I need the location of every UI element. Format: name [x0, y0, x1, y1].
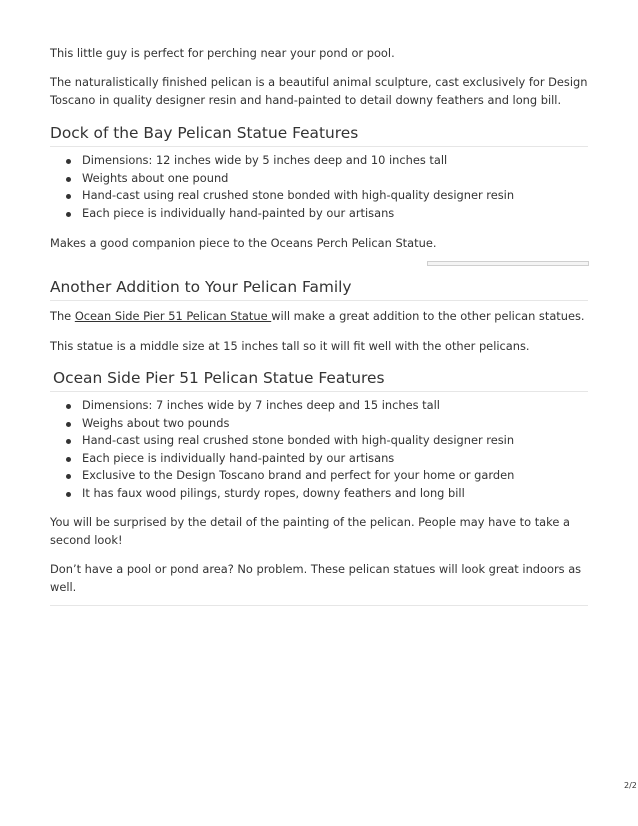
- bullet-icon: [66, 194, 71, 199]
- bullet-icon: [66, 422, 71, 427]
- bullet-icon: [66, 457, 71, 462]
- bullet-icon: [66, 492, 71, 497]
- feature-list-ocean-side: [50, 397, 514, 503]
- list-item: Hand-cast using real crushed stone bonded with high-quality designer resin: [50, 187, 514, 205]
- section-heading-dock-of-the-bay: Dock of the Bay Pelican Statue Features: [50, 124, 359, 142]
- painting-detail-paragraph: You will be surprised by the detail of the painting of the pelican. People may have to take a second look!: [50, 515, 570, 547]
- list-item: Dimensions: 12 inches wide by 5 inches deep and 10 inches tall: [50, 152, 514, 170]
- heading-divider: [50, 146, 588, 147]
- companion-note: Makes a good companion piece to the Oceans Perch Pelican Statue.: [50, 236, 437, 250]
- bullet-icon: [66, 159, 71, 164]
- list-item: Each piece is individually hand-painted by our artisans: [50, 450, 514, 468]
- list-item: It has faux wood pilings, sturdy ropes, downy feathers and long bill: [50, 485, 514, 503]
- heading-divider: [50, 391, 588, 392]
- pelican-family-paragraph-1: The Ocean Side Pier 51 Pelican Statue will make a great addition to the other pelican statues.: [50, 309, 585, 323]
- list-item: Exclusive to the Design Toscano brand and perfect for your home or garden: [50, 467, 514, 485]
- indoors-paragraph: Don’t have a pool or pond area? No problem. These pelican statues will look great indoors as well.: [50, 562, 582, 594]
- bullet-icon: [66, 404, 71, 409]
- intro-paragraph-2: The naturalistically finished pelican is a beautiful animal sculpture, cast exclusively for Design Toscano in quality designer resin and hand-painted to detail downy feathers and long bill.: [50, 75, 588, 107]
- list-item: Each piece is individually hand-painted by our artisans: [50, 205, 514, 223]
- bullet-icon: [66, 439, 71, 444]
- intro-paragraph-1: This little guy is perfect for perching near your pond or pool.: [50, 46, 395, 60]
- section-separator: [427, 261, 589, 266]
- section-heading-ocean-side-features: Ocean Side Pier 51 Pelican Statue Features: [53, 369, 385, 387]
- bullet-icon: [66, 177, 71, 182]
- ocean-side-pier-51-link[interactable]: Ocean Side Pier 51 Pelican Statue: [74, 309, 272, 323]
- end-divider: [50, 605, 588, 606]
- list-item: Weighs about two pounds: [50, 415, 514, 433]
- bullet-icon: [66, 474, 71, 479]
- feature-list-dock-of-the-bay: [50, 152, 514, 222]
- list-item: Weights about one pound: [50, 170, 514, 188]
- list-item: Dimensions: 7 inches wide by 7 inches deep and 15 inches tall: [50, 397, 514, 415]
- pelican-family-paragraph-2: This statue is a middle size at 15 inches tall so it will fit well with the other pelicans.: [50, 339, 530, 353]
- list-item: Hand-cast using real crushed stone bonded with high-quality designer resin: [50, 432, 514, 450]
- heading-divider: [50, 300, 588, 301]
- bullet-icon: [66, 212, 71, 217]
- section-heading-pelican-family: Another Addition to Your Pelican Family: [50, 278, 352, 296]
- page-number: 2/2: [624, 781, 637, 790]
